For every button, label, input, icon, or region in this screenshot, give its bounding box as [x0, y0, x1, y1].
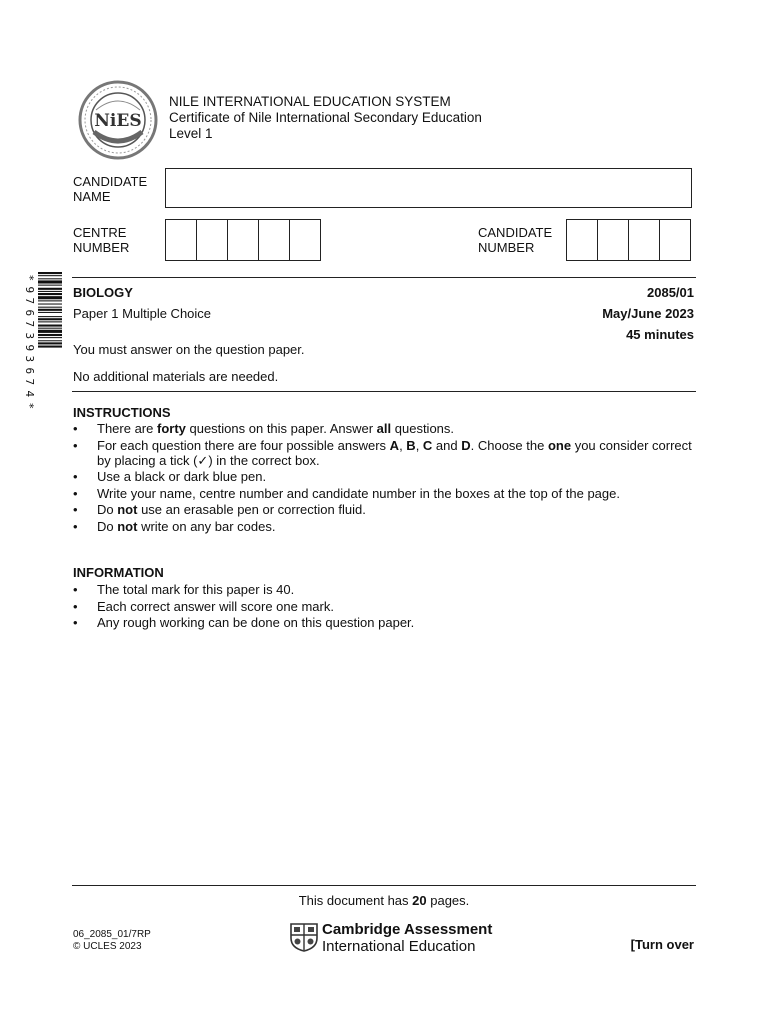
level-label: Level 1 — [169, 126, 213, 141]
digit-box[interactable] — [227, 219, 259, 261]
barcode-digit: 4 — [22, 390, 36, 398]
barcode-bar — [38, 280, 62, 283]
instruction-item: • There are forty questions on this paper. Answer all questions. — [73, 421, 693, 436]
barcode-digit: 7 — [22, 297, 36, 305]
barcode-bar — [38, 296, 62, 299]
barcode-bar — [38, 291, 62, 292]
instruction-item: • For each question there are four possible answers A, B, C and D. Choose the one you consider correct by placing a tick (✓) in the correct box. — [73, 438, 693, 468]
copyright: © UCLES 2023 — [73, 941, 142, 952]
digit-box[interactable] — [659, 219, 691, 261]
barcode-digit: 3 — [22, 332, 36, 340]
barcode-bar — [38, 312, 62, 313]
candidate-name-label: CANDIDATE NAME — [73, 174, 148, 204]
barcode-bar — [38, 337, 62, 338]
barcode-bar — [38, 300, 62, 301]
barcode-digit: 6 — [22, 309, 36, 316]
exam-session: May/June 2023 — [602, 306, 694, 321]
centre-number-label: CENTRE NUMBER — [73, 225, 130, 255]
divider-middle — [72, 391, 696, 392]
org-name: NILE INTERNATIONAL EDUCATION SYSTEM — [169, 94, 451, 109]
barcode-bar — [38, 288, 62, 290]
barcode-bar — [38, 321, 62, 322]
answer-note: You must answer on the question paper. — [73, 342, 305, 357]
barcode-bar — [38, 278, 62, 279]
digit-box[interactable] — [597, 219, 629, 261]
instruction-item: • Do not write on any bar codes. — [73, 519, 693, 534]
turn-over-label: [Turn over — [630, 937, 694, 952]
materials-note: No additional materials are needed. — [73, 369, 279, 384]
logo-text: NiES — [94, 111, 142, 131]
candidate-number-label: CANDIDATE NUMBER — [478, 225, 553, 255]
barcode-digit: * — [22, 274, 36, 282]
barcode-bar — [38, 325, 62, 327]
certificate-name: Certificate of Nile International Secondary Education — [169, 110, 482, 125]
barcode-bar — [38, 334, 62, 336]
digit-box[interactable] — [289, 219, 321, 261]
page-count-note: This document has 20 pages. — [298, 893, 470, 908]
barcode-digit: * — [22, 402, 36, 409]
barcode-bar — [38, 340, 62, 341]
barcode — [38, 272, 62, 412]
barcode-bar — [38, 328, 62, 329]
barcode-bar — [38, 342, 62, 344]
information-item: • Any rough working can be done on this question paper. — [73, 615, 693, 630]
barcode-bar — [38, 316, 62, 317]
barcode-bar — [38, 275, 62, 276]
candidate-number-boxes[interactable] — [567, 219, 691, 261]
information-list — [73, 582, 693, 632]
barcode-digit: 6 — [22, 367, 36, 374]
barcode-bar — [38, 304, 62, 305]
barcode-bar — [38, 346, 62, 348]
barcode-digit: 7 — [22, 378, 36, 386]
instruction-item: • Do not use an erasable pen or correction fluid. — [73, 502, 693, 517]
digit-box[interactable] — [566, 219, 598, 261]
barcode-bar — [38, 309, 62, 311]
barcode-digit: 3 — [22, 355, 36, 363]
information-heading: INFORMATION — [73, 565, 164, 580]
barcode-digits — [22, 272, 36, 412]
paper-code: 2085/01 — [647, 285, 694, 300]
barcode-digit: 9 — [22, 344, 36, 351]
instructions-list — [73, 421, 693, 535]
centre-number-boxes[interactable] — [166, 219, 321, 261]
cambridge-wordmark: Cambridge Assessment International Education — [322, 921, 493, 955]
digit-box[interactable] — [258, 219, 290, 261]
paper-title: Paper 1 Multiple Choice — [73, 306, 212, 321]
nies-logo — [78, 80, 158, 160]
barcode-bar — [38, 330, 62, 333]
divider-top — [72, 277, 696, 278]
barcode-bar — [38, 318, 62, 320]
barcode-bar — [38, 293, 62, 295]
exam-duration: 45 minutes — [626, 327, 694, 342]
barcode-digit: 9 — [22, 286, 36, 293]
information-item: • Each correct answer will score one mark. — [73, 599, 693, 614]
barcode-bar — [38, 285, 62, 286]
barcode-digit: 7 — [22, 320, 36, 328]
divider-footer — [72, 885, 696, 886]
digit-box[interactable] — [165, 219, 197, 261]
digit-box[interactable] — [628, 219, 660, 261]
reference-code: 06_2085_01/7RP — [73, 929, 151, 940]
digit-box[interactable] — [196, 219, 228, 261]
subject-title: BIOLOGY — [73, 285, 133, 300]
instructions-heading: INSTRUCTIONS — [73, 405, 171, 420]
information-item: • The total mark for this paper is 40. — [73, 582, 693, 597]
barcode-bar — [38, 272, 62, 274]
candidate-name-box[interactable] — [165, 168, 692, 208]
cambridge-shield-icon — [289, 922, 319, 952]
instruction-item: • Use a black or dark blue pen. — [73, 469, 693, 484]
paper-reference — [73, 929, 151, 953]
barcode-bar — [38, 307, 62, 308]
instruction-item: • Write your name, centre number and candidate number in the boxes at the top of the page. — [73, 486, 693, 501]
